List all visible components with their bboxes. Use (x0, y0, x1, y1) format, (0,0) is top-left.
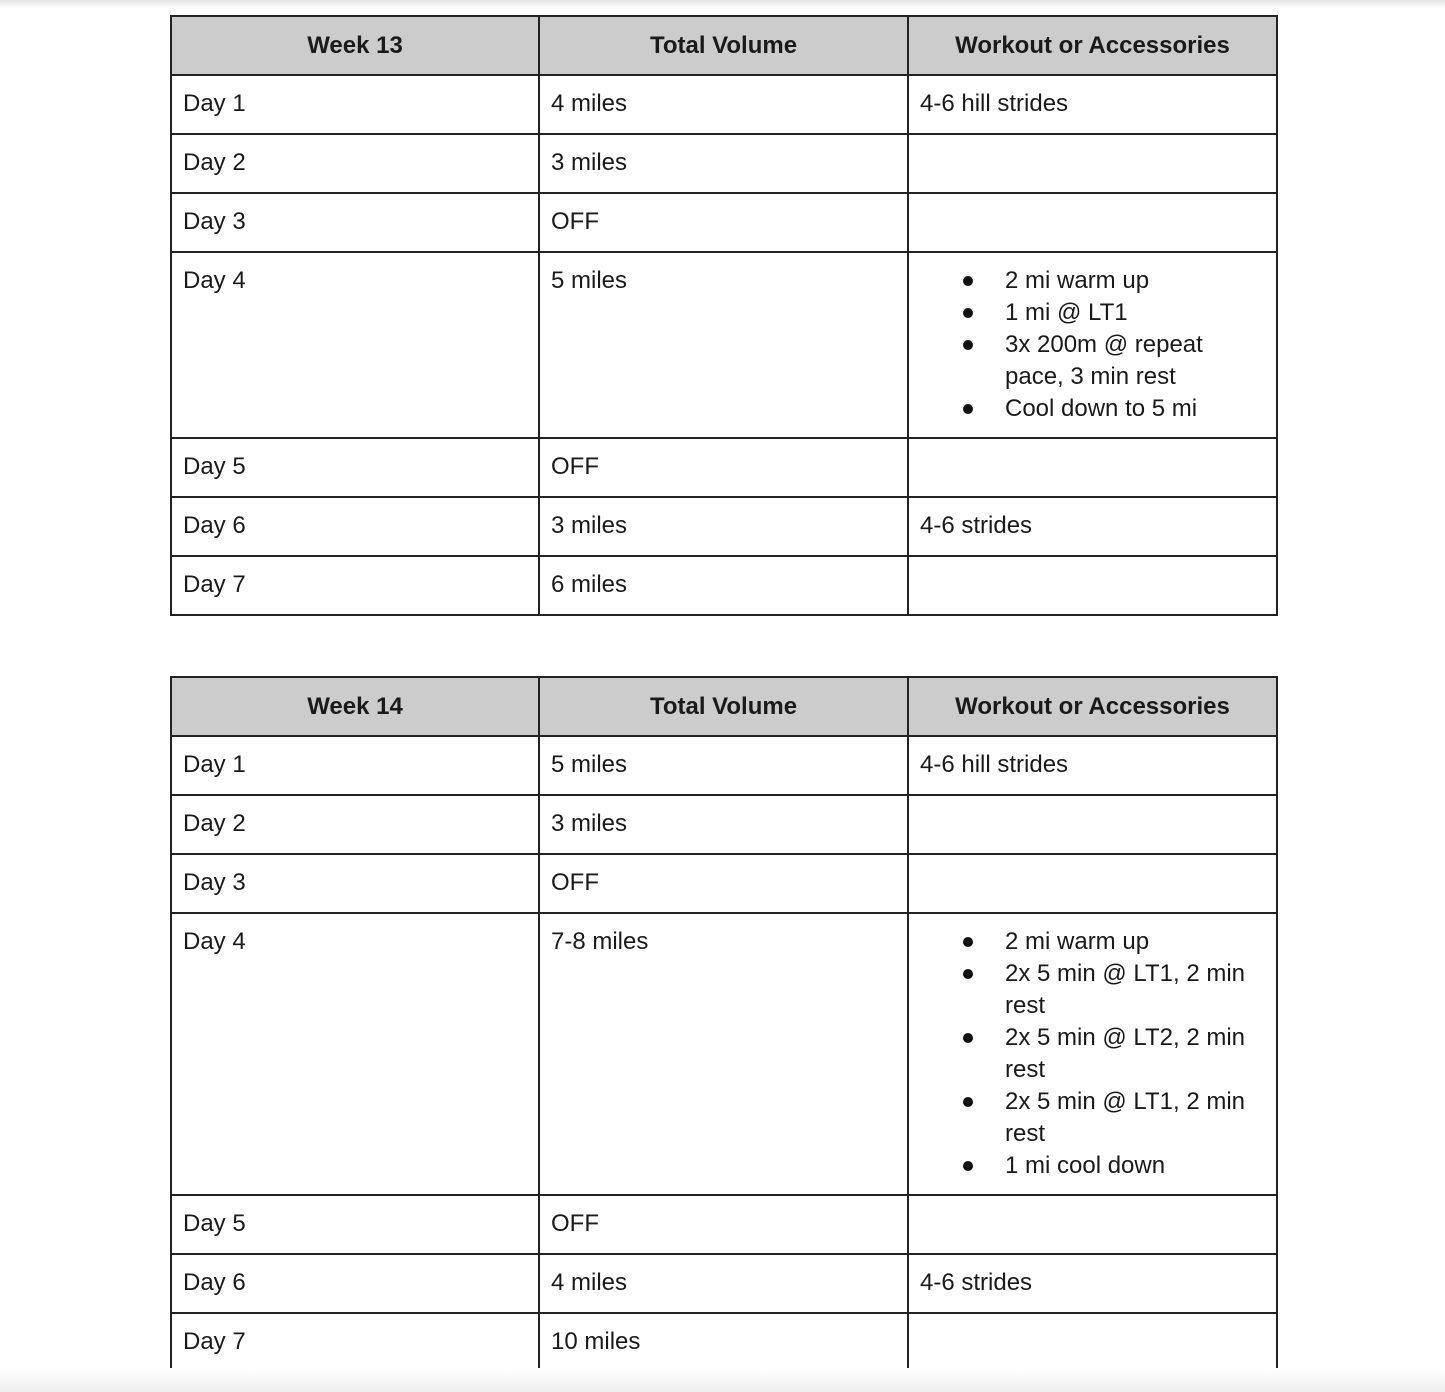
bullet-icon (963, 937, 973, 947)
day-cell: Day 6 (171, 497, 539, 556)
table-row (171, 556, 1277, 615)
workout-step: 1 mi @ LT1 (1005, 299, 1128, 326)
table-row (171, 134, 1277, 193)
workout-step: 1 mi cool down (1005, 1152, 1166, 1179)
week-header: Week 13 (171, 16, 539, 75)
table-row (171, 75, 1277, 134)
week-header: Week 14 (171, 677, 539, 736)
volume-cell: 5 miles (539, 252, 908, 438)
day-cell: Day 3 (171, 193, 539, 252)
workout-cell (908, 193, 1277, 252)
workout-header: Workout or Accessories (908, 16, 1277, 75)
day-cell: Day 5 (171, 438, 539, 497)
workout-cell (908, 252, 1277, 438)
week-13-table (170, 15, 1278, 616)
workout-step: 2 mi warm up (1005, 928, 1150, 955)
volume-cell: 6 miles (539, 556, 908, 615)
week-14-table (170, 676, 1278, 1373)
volume-header: Total Volume (539, 16, 908, 75)
workout-step: 2x 5 min @ LT1, 2 min rest (1005, 1088, 1245, 1147)
day-cell: Day 2 (171, 134, 539, 193)
day-cell: Day 6 (171, 1254, 539, 1313)
workout-list-item (920, 297, 1265, 329)
table-row (171, 1195, 1277, 1254)
workout-cell (908, 1195, 1277, 1254)
workout-step: 2x 5 min @ LT2, 2 min rest (1005, 1024, 1245, 1083)
bullet-icon (963, 340, 973, 350)
day-cell: Day 7 (171, 556, 539, 615)
volume-cell: 3 miles (539, 795, 908, 854)
day-cell: Day 1 (171, 736, 539, 795)
workout-step: 2 mi warm up (1005, 267, 1150, 294)
volume-cell: 4 miles (539, 75, 908, 134)
workout-list-item (920, 1086, 1265, 1150)
day-cell: Day 3 (171, 854, 539, 913)
day-cell: Day 4 (171, 913, 539, 1195)
table-row (171, 252, 1277, 438)
workout-list-item (920, 958, 1265, 1022)
volume-cell: 3 miles (539, 134, 908, 193)
workout-cell: 4-6 strides (908, 497, 1277, 556)
table-row (171, 193, 1277, 252)
day-cell: Day 2 (171, 795, 539, 854)
workout-list-item (920, 1022, 1265, 1086)
day-cell: Day 1 (171, 75, 539, 134)
volume-cell: OFF (539, 854, 908, 913)
volume-cell: 5 miles (539, 736, 908, 795)
workout-step: Cool down to 5 mi (1005, 395, 1198, 422)
table-row (171, 497, 1277, 556)
bullet-icon (963, 969, 973, 979)
volume-cell: 3 miles (539, 497, 908, 556)
workout-cell (908, 1313, 1277, 1372)
workout-list-item (920, 265, 1265, 297)
workout-list-item (920, 926, 1265, 958)
volume-cell: 4 miles (539, 1254, 908, 1313)
bullet-icon (963, 276, 973, 286)
day-cell: Day 7 (171, 1313, 539, 1372)
table-row (171, 736, 1277, 795)
bullet-icon (963, 1161, 973, 1171)
workout-cell (908, 134, 1277, 193)
table-row (171, 438, 1277, 497)
bullet-icon (963, 308, 973, 318)
workout-list (920, 265, 1265, 425)
page-bottom-edge (0, 1368, 1445, 1392)
workout-step: 2x 5 min @ LT1, 2 min rest (1005, 960, 1245, 1019)
volume-cell: OFF (539, 1195, 908, 1254)
volume-cell: OFF (539, 438, 908, 497)
table-row (171, 854, 1277, 913)
workout-list-item (920, 329, 1265, 393)
workout-list-item (920, 1150, 1265, 1182)
workout-step: 3x 200m @ repeat pace, 3 min rest (1005, 331, 1203, 390)
workout-cell: 4-6 hill strides (908, 75, 1277, 134)
volume-cell: OFF (539, 193, 908, 252)
volume-cell: 10 miles (539, 1313, 908, 1372)
table-row (171, 1254, 1277, 1313)
table-row (171, 913, 1277, 1195)
table-row (171, 795, 1277, 854)
page-top-edge (0, 0, 1445, 8)
workout-list (920, 926, 1265, 1182)
day-cell: Day 4 (171, 252, 539, 438)
workout-list-item (920, 393, 1265, 425)
bullet-icon (963, 1033, 973, 1043)
workout-cell: 4-6 strides (908, 1254, 1277, 1313)
table-row (171, 1313, 1277, 1372)
workout-cell: 4-6 hill strides (908, 736, 1277, 795)
workout-header: Workout or Accessories (908, 677, 1277, 736)
volume-cell: 7-8 miles (539, 913, 908, 1195)
bullet-icon (963, 1097, 973, 1107)
workout-cell (908, 438, 1277, 497)
volume-header: Total Volume (539, 677, 908, 736)
workout-cell (908, 854, 1277, 913)
workout-cell (908, 913, 1277, 1195)
day-cell: Day 5 (171, 1195, 539, 1254)
table-header-row (171, 16, 1277, 75)
workout-cell (908, 795, 1277, 854)
bullet-icon (963, 404, 973, 414)
workout-cell (908, 556, 1277, 615)
table-header-row (171, 677, 1277, 736)
